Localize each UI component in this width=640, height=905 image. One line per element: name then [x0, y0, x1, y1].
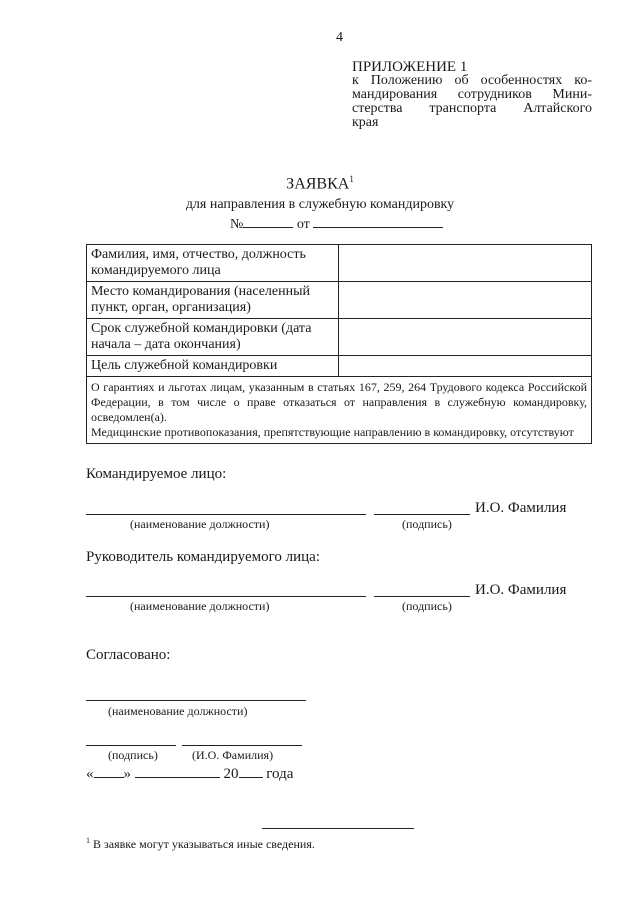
approval-date-line	[86, 763, 293, 783]
approved-signature-caption: (подпись)	[108, 748, 158, 762]
footnote-text: В заявке могут указываться иные сведения.	[93, 837, 315, 851]
approved-name-caption: (И.О. Фамилия)	[192, 748, 274, 762]
form-label-place: Место командирования (населенный пункт, орган, организация)	[87, 282, 339, 319]
employee-position-line[interactable]	[86, 514, 366, 515]
medical-note: Медицинские противопоказания, препятствующие направлению в командировку, отсутствуют	[91, 425, 574, 439]
appendix-line: края	[352, 115, 379, 130]
day-blank[interactable]	[94, 763, 124, 778]
table-row	[87, 319, 592, 356]
year-blank[interactable]	[239, 763, 263, 778]
manager-heading: Руководитель командируемого лица:	[86, 549, 320, 565]
manager-position-line[interactable]	[86, 596, 366, 597]
request-number-line	[230, 213, 443, 233]
form-field-fio[interactable]	[339, 245, 592, 282]
table-row	[87, 377, 592, 444]
approved-position-line[interactable]	[86, 700, 306, 701]
form-field-place[interactable]	[339, 282, 592, 319]
employee-signature-caption: (подпись)	[402, 517, 452, 531]
page-number: 4	[336, 30, 343, 45]
approved-signature-line[interactable]	[86, 745, 176, 746]
approved-heading: Согласовано:	[86, 647, 171, 663]
from-label: от	[296, 217, 310, 232]
form-field-period[interactable]	[339, 319, 592, 356]
form-label-purpose: Цель служебной командировки	[87, 356, 339, 377]
year-prefix: 20	[223, 766, 239, 782]
date-close-quote: »	[123, 766, 131, 782]
manager-signature-caption: (подпись)	[402, 599, 452, 613]
request-form-table	[86, 244, 592, 444]
year-suffix: года	[266, 766, 294, 782]
table-row	[87, 245, 592, 282]
form-label-period: Срок служебной командировки (дата начала – дата окончания)	[87, 319, 339, 356]
appendix-line: стерства транспорта Алтайского	[352, 101, 592, 116]
guarantees-note: О гарантиях и льготах лицам, указанным в статьях 167, 259, 264 Трудового кодекса Российской Федерации, в том числе о праве отказаться от направления в служебную командировку, осведомлен(а).	[91, 380, 587, 424]
footnote	[86, 836, 315, 852]
form-label-fio: Фамилия, имя, отчество, должность командируемого лица	[87, 245, 339, 282]
request-title	[0, 174, 640, 193]
manager-position-caption: (наименование должности)	[130, 599, 270, 613]
number-label: №	[230, 217, 244, 232]
form-notes	[87, 377, 592, 444]
appendix-title: ПРИЛОЖЕНИЕ 1	[352, 59, 468, 75]
table-row	[87, 282, 592, 319]
request-title-text: ЗАЯВКА	[286, 175, 350, 193]
date-open-quote: «	[86, 766, 94, 782]
number-blank[interactable]	[243, 213, 293, 228]
footnote-mark: 1	[86, 836, 90, 845]
manager-signature-line[interactable]	[374, 596, 470, 597]
table-row	[87, 356, 592, 377]
footnote-separator	[262, 828, 414, 829]
month-blank[interactable]	[135, 763, 220, 778]
employee-position-caption: (наименование должности)	[130, 517, 270, 531]
employee-name: И.О. Фамилия	[475, 500, 567, 516]
date-blank[interactable]	[313, 213, 443, 228]
approved-position-caption: (наименование должности)	[108, 704, 248, 718]
footnote-reference: 1	[349, 174, 354, 184]
employee-heading: Командируемое лицо:	[86, 466, 227, 482]
manager-name: И.О. Фамилия	[475, 582, 567, 598]
employee-signature-line[interactable]	[374, 514, 470, 515]
appendix-line: мандирования сотрудников Мини-	[352, 87, 592, 102]
appendix-header	[352, 60, 592, 130]
appendix-line: к Положению об особенностях ко-	[352, 73, 592, 88]
approved-name-line[interactable]	[182, 745, 302, 746]
form-field-purpose[interactable]	[339, 356, 592, 377]
request-subtitle: для направления в служебную командировку	[185, 197, 455, 212]
